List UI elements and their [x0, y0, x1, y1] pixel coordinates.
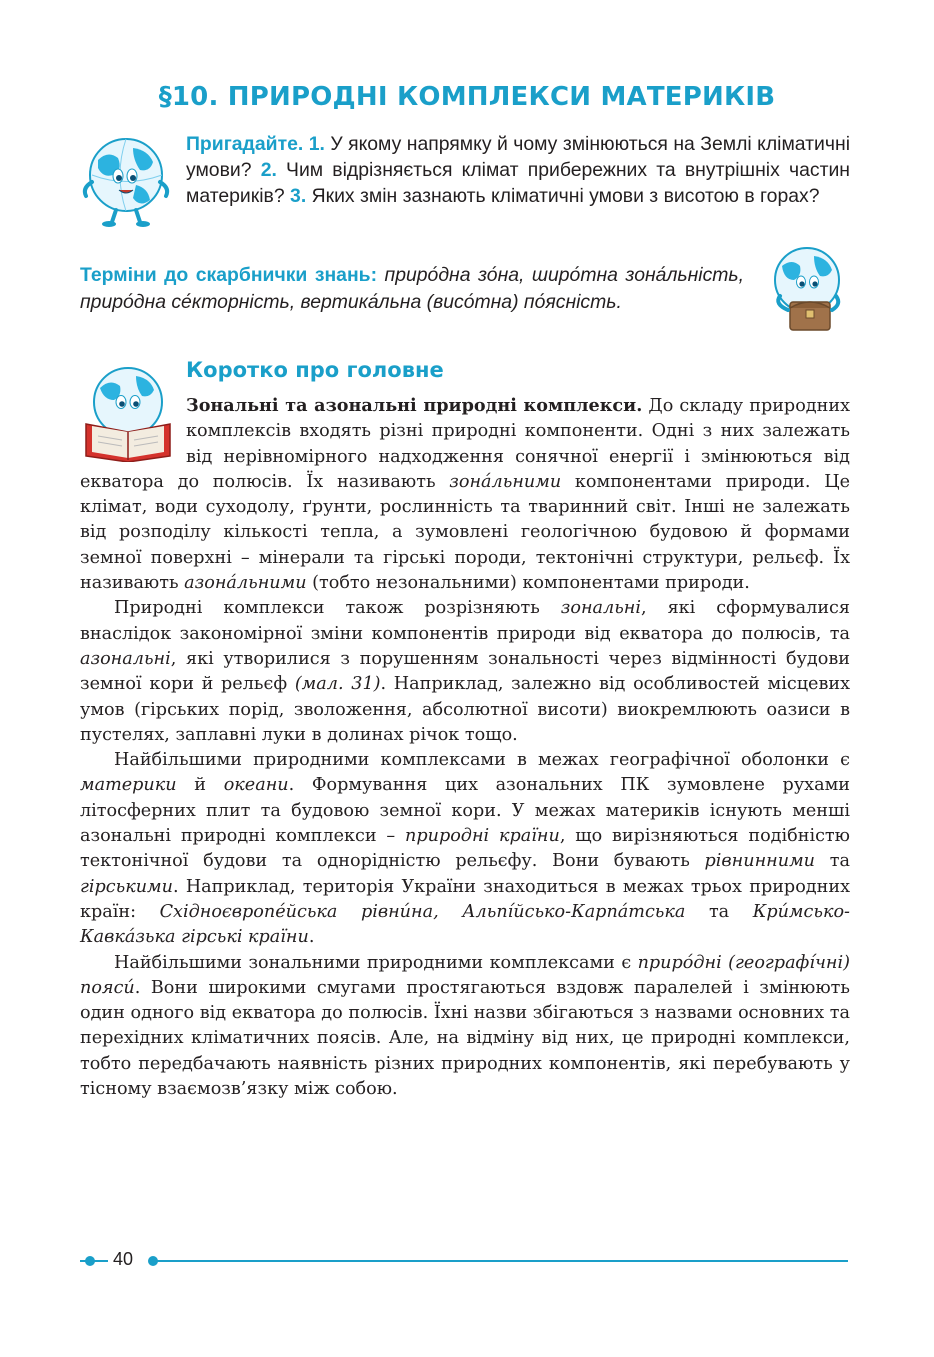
question-number-1: 1. [308, 133, 325, 155]
figure-reference: (мал. 31) [294, 674, 381, 695]
page-title: §10. ПРИРОДНІ КОМПЛЕКСИ МАТЕРИКІВ [158, 82, 776, 112]
question-number-3: 3. [290, 185, 307, 207]
globe-mascot-treasure-chest-icon [764, 244, 850, 339]
question-1: У якому напрямку й чому змінюються на Землі кліматичні умови? [186, 133, 850, 181]
paragraph-2: Природні комплекси також розрізняють зональні, які сформувалися внаслідок закономірної зміни компонентів природи від екватора до полюсів, та азональні, які утворилися з порушенням зональності через відмінності будови земної кори й рельєф (мал. 31). Наприклад, залежно від особливостей місцевих умов (гірських порід, зволоження, абсолютної висоти) виокремлюють оазиси в пустелях, заплавні луки в долинах річок тощо. [80, 598, 851, 745]
terms-label: Терміни до скарбнички знань: [80, 264, 378, 286]
globe-mascot-icon [78, 130, 178, 230]
footer-rule-right [150, 1260, 848, 1262]
footer-dot-icon [85, 1256, 95, 1266]
terms-list: приро́дна зо́на, широ́тна зона́льність, приро́дна се́кторність, вертика́льна (висо́тна) по́ясність. [80, 264, 744, 313]
question-3: Яких змін зазнають кліматичні умови з висотою в горах? [306, 185, 820, 207]
remember-label: Пригадайте. [186, 133, 304, 155]
question-number-2: 2. [260, 159, 277, 181]
paragraph-3: Найбільшими природними комплексами в межах географічної оболонки є материки й океани. Формування цих азональних ПК зумовлене рухами літосферних плит та будовою земної кори. У межах материків існують менші азональні природні комплекси – природні країни, що вирізняються подібністю тектонічної будови та однорідністю рельєфу. Вони бувають рівнинними та гірськими. Наприклад, територія України знаходиться в межах трьох природних країн: Східноєвропе́йська рівни́на, Альпі́йсько-Карпа́тська та Кри́мсько-Кавка́зька гірські країни. [80, 750, 850, 948]
page-number: 40 [113, 1249, 134, 1269]
section-heading: Коротко про головне [186, 358, 444, 382]
remember-questions [186, 131, 850, 209]
paragraph-4: Найбільшими зональними природними комплексами є приро́дні (географі́чні) поясú. Вони широкими смугами простягаються вздовж паралелей і змінюють один одного від екватора до полюсів. Їхні назви збігаються з назвами основних та перехідних кліматичних поясів. Але, на відміну від них, це природні комплекси, тобто передбачають наявність різних природних компонентів, які перебувають у тісному взаємозв’язку між собою. [80, 952, 850, 1100]
paragraph-1: Зональні та азональні природні комплекси. До складу природних комплексів входять різні природні компоненти. Одні з них залежать від нерівномірного надходження сонячної енергії і змінюються від екватора до полюсів. Їх називають зона́льними компонентами природи. Це клімат, води суходолу, ґрунти, рослинність та тваринний світ. Інші не залежать від розподілу кількості тепла, а зумовлені геологічною будовою й формами земної поверхні – мінерали та гірські породи, тектонічні структури, рельєф. Їх називають азона́льними (тобто незональними) компонентами природи. Природні комплекси також розрізняють зональні, які сформувалися внаслідок закономірної зміни компонентів природи від екватора до полюсів, та азональні, які утворилися з порушенням зональності через відмінності будови земної кори й рельєф (мал. 31). Наприклад, залежно від особливостей місцевих умов (гірських порід, зволоження, абсолютної висоти) виокремлюють оазиси в пустелях, заплавні луки в долинах річок тощо. Найбільшими природними комплексами в межах географічної оболонки є материки й океани. Формування цих азональних ПК зумовлене рухами літосферних плит та будовою земної кори. У межах материків існують менші азональні природні комплекси – природні країни, що вирізняються подібністю тектонічної будови та однорідністю рельєфу. Вони бувають рівнинними та гірськими. Наприклад, територія України знаходиться в межах трьох природних країн: Східноєвропе́йська рівни́на, Альпі́йсько-Карпа́тська та Кри́мсько-Кавка́зька гірські країни. Найбільшими зональними природними комплексами є приро́дні (географі́чні) поясú. Вони широкими смугами простягаються вздовж паралелей і змінюють один одного від екватора до полюсів. Їхні назви збігаються з назвами основних та перехідних кліматичних поясів. Але, на відміну від них, це природні комплекси, тобто передбачають наявність різних природних компонентів, які перебувають у тісному взаємозв’язку між собою. [80, 393, 850, 1102]
key-terms [80, 262, 744, 316]
paragraph-1-bold: Зональні та азональні природні комплекси. [186, 395, 643, 416]
question-2: Чим відрізняється клімат прибережних та внутрішніх частин материків? [186, 159, 850, 207]
mascot-spacer [80, 393, 186, 468]
